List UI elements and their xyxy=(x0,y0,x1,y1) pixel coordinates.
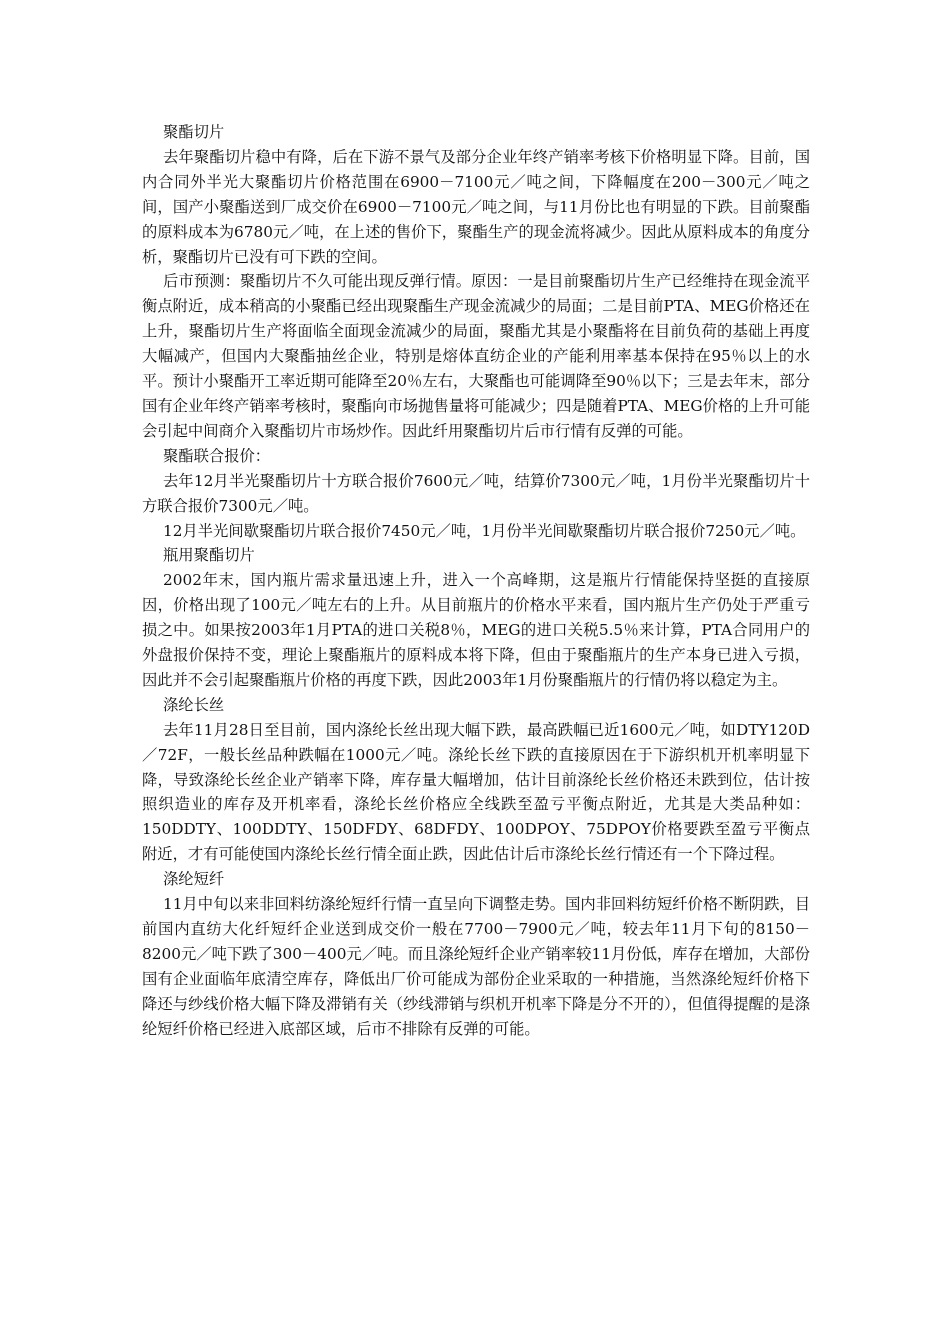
section-bottle-grade-chips xyxy=(142,543,810,692)
paragraph: 11月中旬以来非回料纺涤纶短纤行情一直呈向下调整走势。国内非回料纺短纤价格不断阴跌，目前国内直纺大化纤短纤企业送到成交价一般在7700－7900元／吨，较去年11月下旬的8150－8200元／吨下跌了300－400元／吨。而且涤纶短纤企业产销率较11月份低，库存在增加，大部份国有企业面临年底清空库存，降低出厂价可能成为部份企业采取的一种措施，当然涤纶短纤价格下降还与纱线价格大幅下降及滞销有关（纱线滞销与织机开机率下降是分不开的），但值得提醒的是涤纶短纤价格已经进入底部区域，后市不排除有反弹的可能。 xyxy=(142,895,810,1038)
paragraph: 12月半光间歇聚酯切片联合报价7450元／吨，1月份半光间歇聚酯切片联合报价7250元／吨。 xyxy=(163,521,806,540)
paragraph: 去年11月28日至目前，国内涤纶长丝出现大幅下跌，最高跌幅已近1600元／吨，如DTY120D／72F，一般长丝品种跌幅在1000元／吨。涤纶长丝下跌的直接原因在于下游织机开机率明显下降，导致涤纶长丝企业产销率下降，库存量大幅增加，估计目前涤纶长丝价格还未跌到位，估计按照织造业的库存及开机率看，涤纶长丝价格应全线跌至盈亏平衡点附近，尤其是大类品种如：150DDTY、100DDTY、150DFDY、68DFDY、100DPOY、75DPOY价格要跌至盈亏平衡点附近，才有可能使国内涤纶长丝行情全面止跌，因此估计后市涤纶长丝行情还有一个下降过程。 xyxy=(142,720,810,864)
section-heading: 瓶用聚酯切片 xyxy=(163,546,255,565)
section-heading: 涤纶短纤 xyxy=(163,870,225,889)
document-page xyxy=(142,120,810,1042)
section-polyester-staple-fiber xyxy=(142,867,810,1041)
paragraph: 2002年末，国内瓶片需求量迅速上升，进入一个高峰期，这是瓶片行情能保持坚挺的直接原因，价格出现了100元／吨左右的上升。从目前瓶片的价格水平来看，国内瓶片生产仍处于严重亏损之中。如果按2003年1月PTA的进口关税8％，MEG的进口关税5.5％来计算，PTA合同用户的外盘报价保持不变，理论上聚酯瓶片的原料成本将下降，但由于聚酯瓶片的生产本身已进入亏损，因此并不会引起聚酯瓶片价格的再度下跌，因此2003年1月份聚酯瓶片的行情仍将以稳定为主。 xyxy=(142,571,810,689)
paragraph: 后市预测：聚酯切片不久可能出现反弹行情。原因：一是目前聚酯切片生产已经维持在现金流平衡点附近，成本稍高的小聚酯已经出现聚酯生产现金流减少的局面；二是目前PTA、MEG价格还在上升，聚酯切片生产将面临全面现金流减少的局面，聚酯尤其是小聚酯将在目前负荷的基础上再度大幅减产，但国内大聚酯抽丝企业，特别是熔体直纺企业的产能利用率基本保持在95％以上的水平。预计小聚酯开工率近期可能降至20％左右，大聚酯也可能调降至90％以下；三是去年末，部分国有企业年终产销率考核时，聚酯向市场抛售量将可能减少；四是随着PTA、MEG价格的上升可能会引起中间商介入聚酯切片市场炒作。因此纤用聚酯切片后市行情有反弹的可能。 xyxy=(142,272,810,440)
paragraph: 去年12月半光聚酯切片十方联合报价7600元／吨，结算价7300元／吨，1月份半光聚酯切片十方联合报价7300元／吨。 xyxy=(142,471,810,515)
paragraph: 去年聚酯切片稳中有降，后在下游不景气及部分企业年终产销率考核下价格明显下降。目前，国内合同外半光大聚酯切片价格范围在6900－7100元／吨之间，下降幅度在200－300元／吨之间，国产小聚酯送到厂成交价在6900－7100元／吨之间，与11月份比也有明显的下跌。目前聚酯的原料成本为6780元／吨，在上述的售价下，聚酯生产的现金流将减少。因此从原料成本的角度分析，聚酯切片已没有可下跌的空间。 xyxy=(142,147,810,266)
section-heading: 涤纶长丝 xyxy=(163,695,225,714)
section-polyester-chips xyxy=(142,120,810,444)
section-joint-quotation xyxy=(142,444,810,544)
section-heading: 聚酯切片 xyxy=(163,123,225,141)
section-heading: 聚酯联合报价： xyxy=(163,446,271,465)
section-polyester-filament xyxy=(142,693,810,867)
